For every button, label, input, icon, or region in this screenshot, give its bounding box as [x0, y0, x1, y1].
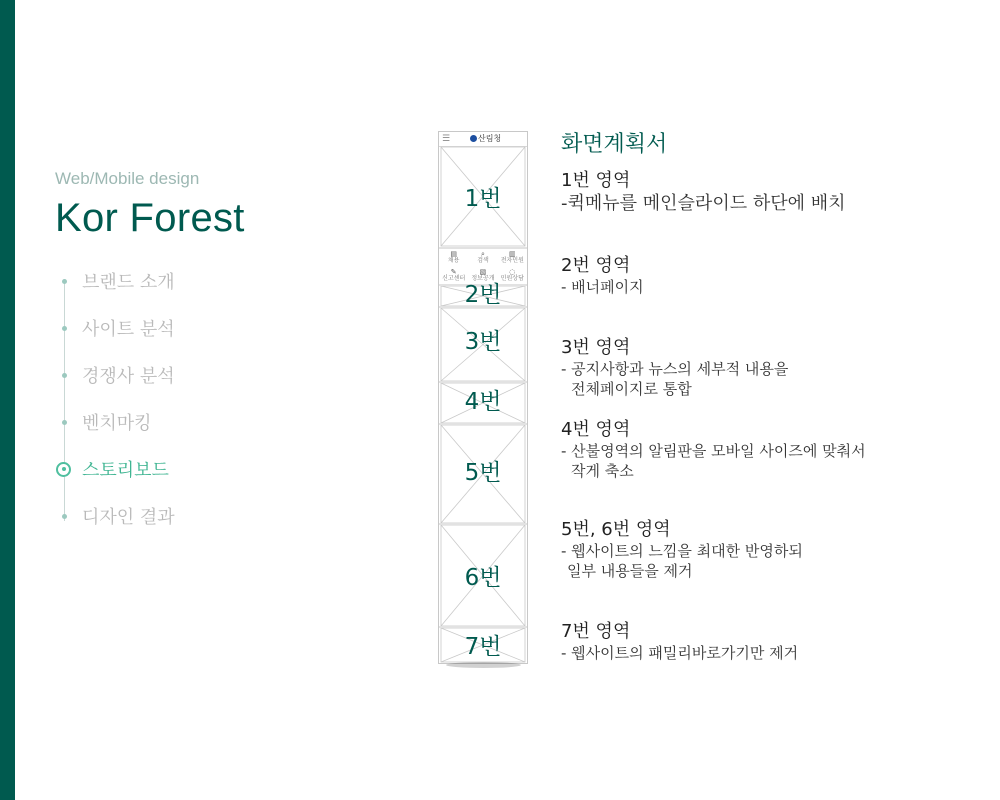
section-nav	[55, 263, 295, 543]
file-icon: ▧	[479, 268, 487, 276]
spec-area-desc: -퀵메뉴를 메인슬라이드 하단에 배치	[561, 193, 846, 214]
nav-item-benchmarking[interactable]	[55, 407, 295, 437]
bullet-dot-icon	[62, 326, 67, 331]
spec-area-desc: - 웹사이트의 느낌을 최대한 반영하되	[561, 542, 803, 560]
spec-area-title: 1번 영역	[561, 170, 631, 191]
quick-menu-item[interactable]: ▤ 채용	[439, 250, 468, 264]
section-label-6: 6번	[464, 565, 502, 591]
mobile-wireframe	[438, 131, 528, 664]
pencil-icon: ✎	[450, 268, 457, 276]
nav-item-label: 디자인 결과	[82, 507, 175, 528]
nav-item-storyboard[interactable]	[55, 454, 295, 484]
spec-area-desc-cont: 작게 축소	[571, 462, 634, 480]
bullet-dot-icon	[62, 279, 67, 284]
quick-menu-item[interactable]: ⌕ 검색	[468, 250, 497, 264]
section-label-7: 7번	[464, 634, 502, 660]
spec-area-title: 5번, 6번 영역	[561, 519, 671, 540]
section-label-5: 5번	[464, 460, 502, 486]
bullet-dot-icon	[62, 373, 67, 378]
spec-area-title: 2번 영역	[561, 255, 631, 276]
spec-area-desc: - 웹사이트의 패밀리바로가기만 제거	[561, 644, 799, 662]
chat-icon: ◌	[509, 268, 516, 276]
quick-menu-row-1	[439, 250, 527, 264]
search-icon: ⌕	[481, 250, 485, 258]
spec-area-desc-cont: 일부 내용들을 제거	[567, 562, 693, 580]
page-subtitle: Web/Mobile design	[55, 169, 200, 188]
spec-area-5-6	[561, 519, 803, 581]
bullet-dot-icon	[62, 514, 67, 519]
quick-menu-item[interactable]: ▥ 전자민원	[498, 250, 527, 264]
bullet-dot-icon	[62, 420, 67, 425]
quick-menu-item[interactable]: ▧ 정보공개	[468, 268, 497, 282]
section-label-3: 3번	[464, 329, 502, 355]
page-title: Kor Forest	[55, 196, 245, 240]
spec-area-title: 3번 영역	[561, 337, 631, 358]
document-icon: ▤	[450, 250, 457, 258]
nav-item-site-analysis[interactable]	[55, 313, 295, 343]
book-icon: ▥	[509, 250, 516, 258]
nav-item-label: 경쟁사 분석	[82, 366, 175, 387]
spec-area-desc: - 산불영역의 알림판을 모바일 사이즈에 맞춰서	[561, 442, 866, 460]
nav-item-brand-intro[interactable]	[55, 266, 295, 296]
hamburger-icon[interactable]: ☰	[442, 134, 451, 144]
site-logo: 산림청	[470, 133, 501, 144]
nav-item-label: 벤치마킹	[82, 413, 152, 434]
section-label-1: 1번	[464, 186, 502, 212]
spec-area-desc: - 공지사항과 뉴스의 세부적 내용을	[561, 360, 789, 378]
nav-item-design-result[interactable]	[55, 501, 295, 531]
quick-menu-row-2	[439, 268, 527, 282]
spec-area-desc: - 배너페이지	[561, 278, 644, 296]
spec-area-3	[561, 337, 788, 399]
quick-menu-item[interactable]: ✎ 신고센터	[439, 268, 468, 282]
section-label-4: 4번	[464, 389, 502, 415]
spec-area-title: 4번 영역	[561, 419, 631, 440]
active-ring-icon	[56, 462, 71, 477]
spec-area-2	[561, 255, 644, 297]
spec-area-desc-cont: 전체페이지로 통합	[571, 380, 692, 398]
brand-sidebar-bar	[0, 0, 15, 800]
nav-item-label: 브랜드 소개	[82, 272, 175, 293]
spec-heading: 화면계획서	[561, 132, 668, 157]
spec-area-7	[561, 621, 798, 663]
phone-shadow	[446, 662, 521, 668]
section-label-2: 2번	[464, 282, 502, 308]
nav-item-label: 스토리보드	[82, 460, 169, 481]
quick-menu-item[interactable]: ◌ 민원상담	[498, 268, 527, 282]
spec-area-1	[561, 170, 845, 216]
spec-area-4	[561, 419, 866, 481]
spec-area-title: 7번 영역	[561, 621, 631, 642]
nav-item-competitor-analysis[interactable]	[55, 360, 295, 390]
nav-item-label: 사이트 분석	[82, 319, 175, 340]
